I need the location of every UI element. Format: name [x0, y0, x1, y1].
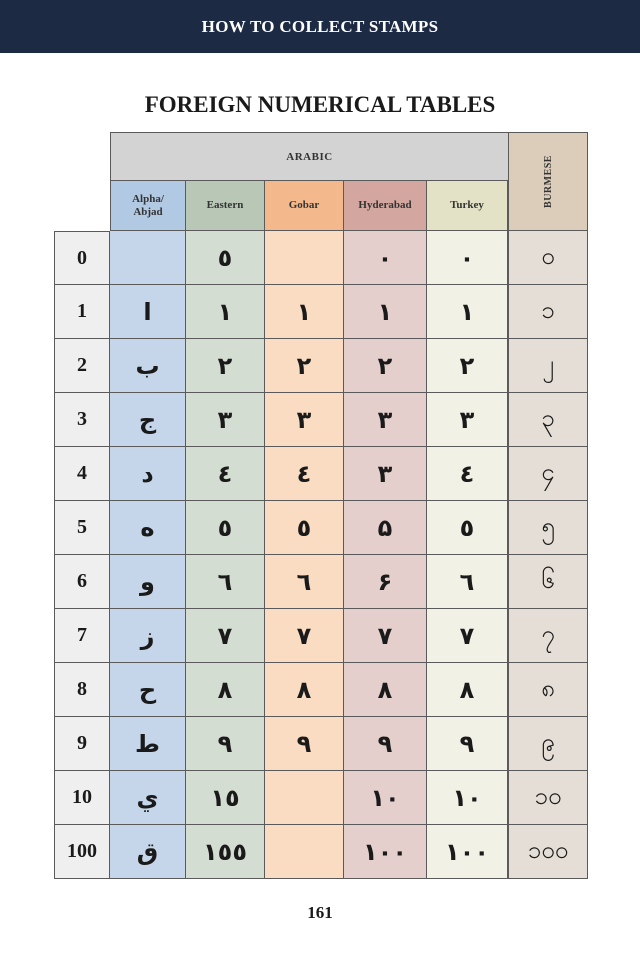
numeral-gobar — [265, 771, 344, 825]
numeral-gobar: ٦ — [265, 555, 344, 609]
row-number: 10 — [54, 771, 110, 825]
numeral-burmese: ၀ — [508, 231, 588, 285]
numeral-eastern: ٧ — [186, 609, 265, 663]
burmese-header — [508, 132, 588, 231]
numeral-alpha — [110, 231, 186, 285]
numeral-hyderabad: ٧ — [344, 609, 427, 663]
numeral-turkey: ٩ — [427, 717, 508, 771]
row-number: 100 — [54, 825, 110, 879]
numeral-alpha: ج — [110, 393, 186, 447]
numeral-hyderabad: ١٠ — [344, 771, 427, 825]
numeral-burmese: ၁၀ — [508, 771, 588, 825]
numeral-eastern: ١٥ — [186, 771, 265, 825]
numeral-burmese: ၇ — [508, 609, 588, 663]
row-number: 2 — [54, 339, 110, 393]
numeral-alpha: ز — [110, 609, 186, 663]
numeral-gobar: ٢ — [265, 339, 344, 393]
numeral-burmese: ၁ — [508, 285, 588, 339]
numeral-gobar: ٤ — [265, 447, 344, 501]
row-number: 1 — [54, 285, 110, 339]
numeral-gobar: ٣ — [265, 393, 344, 447]
numeral-burmese: ၁၀၀ — [508, 825, 588, 879]
numeral-burmese: ၆ — [508, 555, 588, 609]
numeral-hyderabad: ٢ — [344, 339, 427, 393]
numeral-eastern: ٥ — [186, 231, 265, 285]
numeral-turkey: ٢ — [427, 339, 508, 393]
numeral-hyderabad: ۶ — [344, 555, 427, 609]
numeral-eastern: ٥ — [186, 501, 265, 555]
column-header-alpha — [110, 181, 186, 231]
numeral-alpha: د — [110, 447, 186, 501]
row-number: 9 — [54, 717, 110, 771]
numeral-alpha: ا — [110, 285, 186, 339]
numeral-turkey: ٣ — [427, 393, 508, 447]
numeral-eastern: ٩ — [186, 717, 265, 771]
numeral-burmese: ၃ — [508, 393, 588, 447]
numeral-hyderabad: ١ — [344, 285, 427, 339]
numeral-turkey: ٥ — [427, 501, 508, 555]
numeral-gobar: ٩ — [265, 717, 344, 771]
numeral-gobar — [265, 825, 344, 879]
row-number: 3 — [54, 393, 110, 447]
numeral-alpha: ي — [110, 771, 186, 825]
numeral-burmese: ၈ — [508, 663, 588, 717]
arabic-group-header: ARABIC — [110, 132, 509, 181]
burmese-header-label: BURMESE — [542, 155, 554, 208]
numeral-alpha: ب — [110, 339, 186, 393]
book-title: HOW TO COLLECT STAMPS — [201, 17, 439, 36]
numeral-hyderabad: ٩ — [344, 717, 427, 771]
column-header-label: Alpha/ Abjad — [132, 192, 164, 218]
numeral-turkey: ٤ — [427, 447, 508, 501]
numeral-alpha: و — [110, 555, 186, 609]
numeral-burmese: ၉ — [508, 717, 588, 771]
numeral-alpha: ق — [110, 825, 186, 879]
column-header-gobar: Gobar — [265, 181, 344, 231]
numeral-alpha: ح — [110, 663, 186, 717]
numeral-eastern: ٤ — [186, 447, 265, 501]
numeral-gobar: ٧ — [265, 609, 344, 663]
numeral-alpha: ه — [110, 501, 186, 555]
numeral-gobar: ٨ — [265, 663, 344, 717]
numeral-hyderabad: ٣ — [344, 447, 427, 501]
numeral-eastern: ٢ — [186, 339, 265, 393]
numeral-hyderabad: ۵ — [344, 501, 427, 555]
numeral-burmese: ၂ — [508, 339, 588, 393]
page-title: FOREIGN NUMERICAL TABLES — [144, 92, 496, 117]
numeral-eastern: ٦ — [186, 555, 265, 609]
numeral-eastern: ١٥٥ — [186, 825, 265, 879]
numeral-hyderabad: ٣ — [344, 393, 427, 447]
column-header-eastern: Eastern — [186, 181, 265, 231]
numeral-eastern: ٣ — [186, 393, 265, 447]
numeral-gobar: ٥ — [265, 501, 344, 555]
numeral-burmese: ၅ — [508, 501, 588, 555]
row-number: 5 — [54, 501, 110, 555]
numeral-gobar: ١ — [265, 285, 344, 339]
numeral-turkey: ٦ — [427, 555, 508, 609]
numeral-turkey: ٨ — [427, 663, 508, 717]
row-number: 0 — [54, 231, 110, 285]
column-header-hyderabad: Hyderabad — [344, 181, 427, 231]
column-header-turkey: Turkey — [427, 181, 508, 231]
numeral-hyderabad: ٨ — [344, 663, 427, 717]
numeral-burmese: ၄ — [508, 447, 588, 501]
row-number: 7 — [54, 609, 110, 663]
numeral-turkey: ٧ — [427, 609, 508, 663]
row-number: 8 — [54, 663, 110, 717]
row-number: 6 — [54, 555, 110, 609]
numeral-hyderabad: ١٠٠ — [344, 825, 427, 879]
numeral-turkey: ٠ — [427, 231, 508, 285]
numeral-turkey: ١٠ — [427, 771, 508, 825]
numeral-hyderabad: ٠ — [344, 231, 427, 285]
numeral-gobar — [265, 231, 344, 285]
numeral-alpha: ط — [110, 717, 186, 771]
page-number: 161 — [307, 903, 333, 922]
numeral-turkey: ١٠٠ — [427, 825, 508, 879]
numeral-eastern: ١ — [186, 285, 265, 339]
numeral-eastern: ٨ — [186, 663, 265, 717]
row-number: 4 — [54, 447, 110, 501]
numeral-turkey: ١ — [427, 285, 508, 339]
